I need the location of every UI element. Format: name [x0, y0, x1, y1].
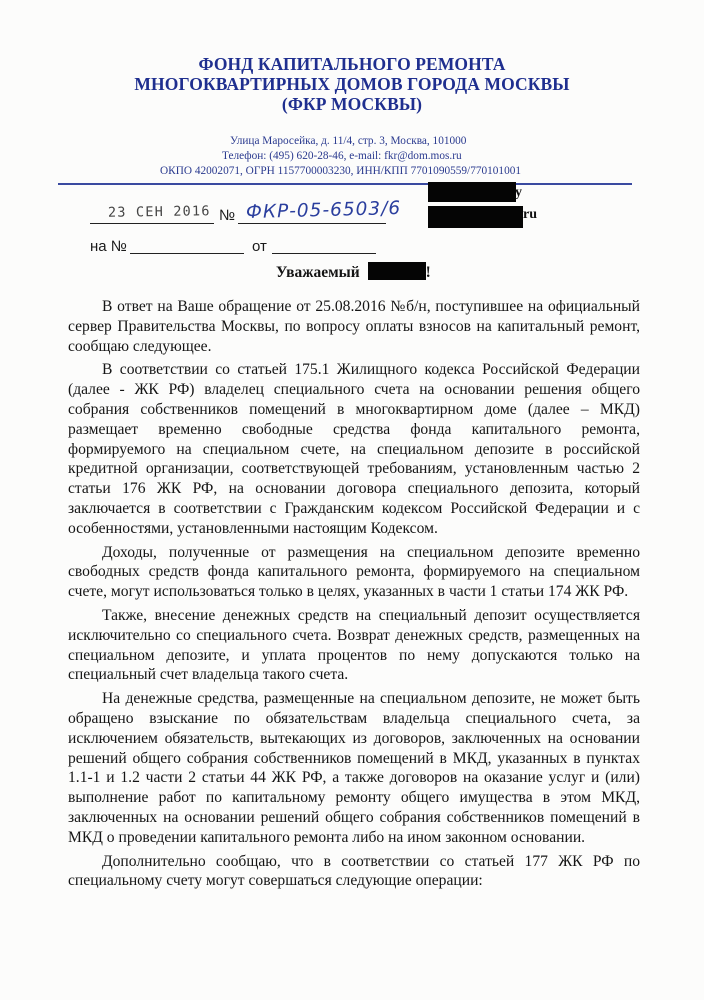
paragraph: [68, 689, 640, 847]
contacts-line: Телефон: (495) 620-28-46, e-mail: fkr@dom.mos.ru: [222, 150, 462, 162]
date-stamp: 23 СЕН 2016: [107, 203, 211, 221]
org-name-line-2: МНОГОКВАРТИРНЫХ ДОМОВ ГОРОДА МОСКВЫ: [134, 74, 570, 94]
on-number-label: на №: [90, 238, 127, 255]
letter-body: [68, 297, 640, 891]
letterhead-divider: [58, 183, 632, 185]
greeting-suffix: !: [425, 264, 431, 281]
on-number-underline: [130, 253, 244, 254]
outgoing-number: ФКР-05-6503/6: [245, 197, 402, 224]
date-underline: [90, 223, 214, 224]
paragraph: [68, 606, 640, 685]
number-sign: №: [219, 207, 236, 224]
redacted-recipient-line-1: [428, 182, 516, 202]
greeting-prefix: Уважаемый: [276, 264, 360, 281]
greeting: [276, 262, 431, 282]
paragraph: [68, 852, 640, 892]
from-underline: [272, 253, 376, 254]
recipient-suffix-1: у: [515, 185, 522, 200]
paragraph-text: В ответ на Ваше обращение от 25.08.2016 №б/н, поступившее на официальный сервер Правительства Москвы, по вопросу оплаты взносов на капитальный ремонт, сообщаю следующее.: [68, 298, 640, 355]
org-name-line-3: (ФКР МОСКВЫ): [281, 94, 423, 114]
from-label: от: [252, 238, 267, 255]
registry-codes-line: ОКПО 42002071, ОГРН 1157700003230, ИНН/КПП 7701090559/770101001: [160, 165, 522, 177]
redacted-recipient-line-2: [428, 206, 523, 228]
org-name-line-1: ФОНД КАПИТАЛЬНОГО РЕМОНТА: [198, 54, 506, 74]
paragraph-text: Доходы, полученные от размещения на специальном депозите временно свободных средств фонда капитального ремонта, формируемого на специальном счете, могут использоваться только в целях, указанных в части 1 статьи 174 ЖК РФ.: [68, 543, 640, 601]
paragraph-text: Также, внесение денежных средств на специальный депозит осуществляется исключительно со специального счета. Возврат денежных средств, размещенных на специальном депозите, и уплата процентов по нему допускаются только на специальный счет владельца такого счета.: [68, 606, 640, 684]
paragraph: [68, 297, 640, 356]
address-line: Улица Маросейка, д. 11/4, стр. 3, Москва, 101000: [230, 135, 467, 147]
paragraph-text: Дополнительно сообщаю, что в соответствии со статьей 177 ЖК РФ по специальному счету могут совершаться следующие операции:: [68, 852, 640, 890]
redacted-name: [368, 262, 426, 280]
recipient-suffix-2: ru: [523, 207, 537, 222]
paragraph-text: На денежные средства, размещенные на специальном депозите, не может быть обращено взыскание по обязательствам владельца специального счета, за исключением обязательств, вытекающих из договоров, заключенных на основании решений общего собрания собственников помещений в МКД, указанных в пунктах 1.1-1 и 1.2 части 2 статьи 44 ЖК РФ, а также договоров на оказание услуг и (или) выполнение работ по капитальному ремонту общего имущества в этом МКД, заключенных на основании решений общего собрания собственников помещений в МКД о проведении капитального ремонта либо на ином законном основании.: [68, 690, 640, 846]
number-underline: [238, 223, 386, 224]
paragraph-text: В соответствии со статьей 175.1 Жилищного кодекса Российской Федерации (далее - ЖК РФ) владелец специального счета на основании решения общего собрания собственников помещений в многоквартирном доме (далее – МКД) размещает временно свободные средства фонда капитального ремонта, формируемого на специальном счете, на специальном депозите в российской кредитной организации, соответствующей требованиям, установленным частью 2 статьи 176 ЖК РФ, на основании договора специального депозита, который заключается в соответствии с Гражданским кодексом Российской Федерации и с особенностями, установленными настоящим Кодексом.: [68, 361, 640, 537]
paragraph: [68, 360, 640, 538]
paragraph: [68, 543, 640, 602]
